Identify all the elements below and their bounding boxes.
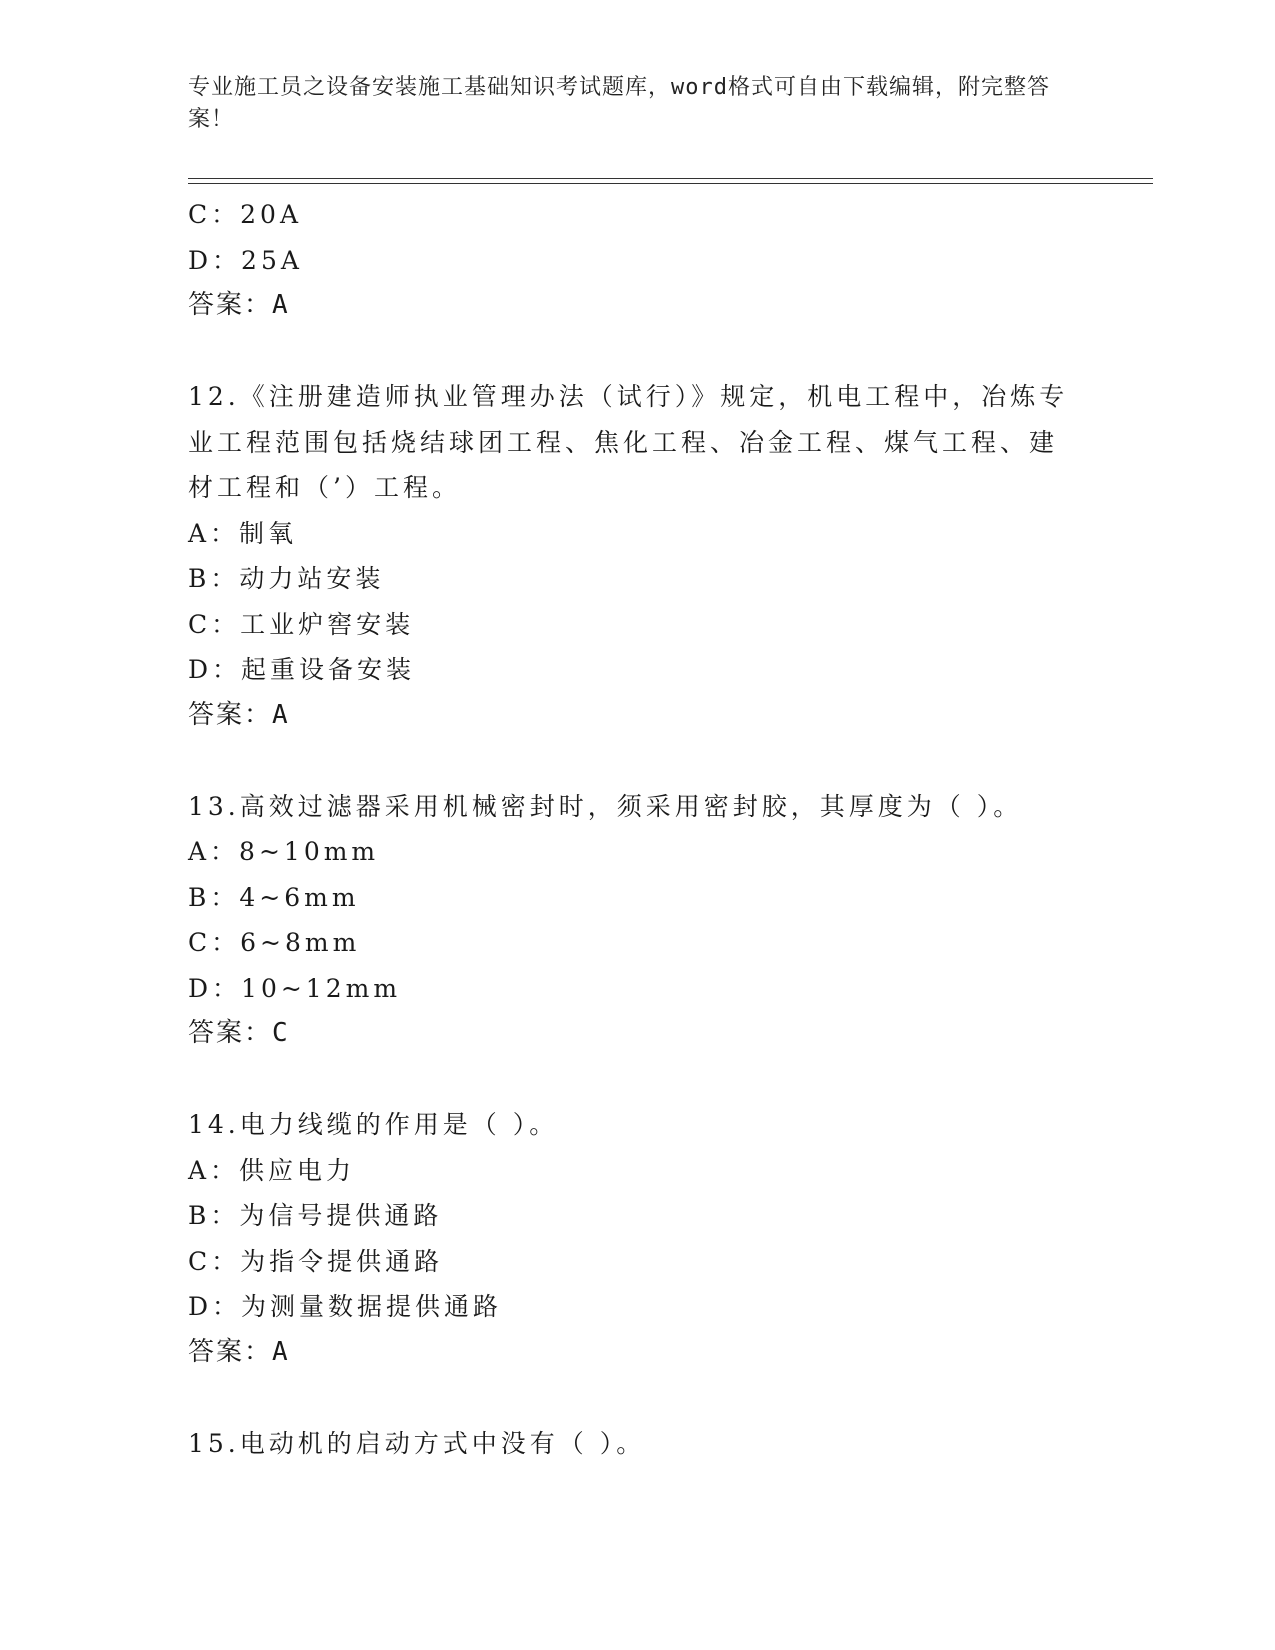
question-12 [188, 374, 1088, 738]
question-14 [188, 1102, 1088, 1375]
option-b: B：动力站安装 [188, 564, 385, 593]
option-a: A：制氧 [188, 518, 298, 548]
spacer [188, 738, 1088, 784]
answer-line: 答案：A [188, 699, 290, 730]
document-header: 专业施工员之设备安装施工基础知识考试题库，word格式可自由下载编辑，附完整答案！ [188, 75, 1050, 132]
question-list [188, 192, 1088, 1466]
option-d: D：10~12mm [188, 973, 402, 1003]
question-text-line: 业工程范围包括烧结球团工程、焦化工程、冶金工程、煤气工程、建 [188, 427, 1059, 457]
answer-line: 答案：C [188, 1018, 290, 1048]
option-c: C：为指令提供通路 [188, 1246, 444, 1276]
question-11-continued [188, 192, 1088, 329]
option-d: D：为测量数据提供通路 [188, 1292, 503, 1321]
option-a: A：8~10mm [188, 837, 380, 866]
question-text-line: 13.高效过滤器采用机械密封时，须采用密封胶，其厚度为（ ）。 [188, 791, 1023, 821]
question-text-line: 材工程和（’）工程。 [188, 473, 461, 502]
option-c: C：工业炉窖安装 [188, 609, 415, 639]
option-d: D：起重设备安装 [188, 655, 416, 684]
question-text-line: 15.电动机的启动方式中没有（ ）。 [188, 1428, 646, 1458]
option-c: C：6~8mm [188, 928, 361, 957]
header-divider-bottom [188, 183, 1153, 184]
option-b: B：4~6mm [188, 882, 360, 912]
option-c: C：20A [188, 200, 302, 229]
option-d: D：25A [188, 245, 303, 275]
header-divider-top [188, 178, 1153, 179]
answer-line: 答案：A [188, 1336, 290, 1367]
answer-line: 答案：A [188, 290, 290, 320]
question-15 [188, 1421, 1088, 1467]
spacer [188, 1057, 1088, 1103]
spacer [188, 329, 1088, 375]
option-a: A：供应电力 [188, 1155, 356, 1185]
question-13 [188, 784, 1088, 1057]
question-text-line: 12.《注册建造师执业管理办法（试行）》规定，机电工程中，冶炼专 [188, 382, 1069, 411]
question-text-line: 14.电力线缆的作用是（ ）。 [188, 1110, 559, 1139]
option-b: B：为信号提供通路 [188, 1201, 443, 1230]
spacer [188, 1375, 1088, 1421]
